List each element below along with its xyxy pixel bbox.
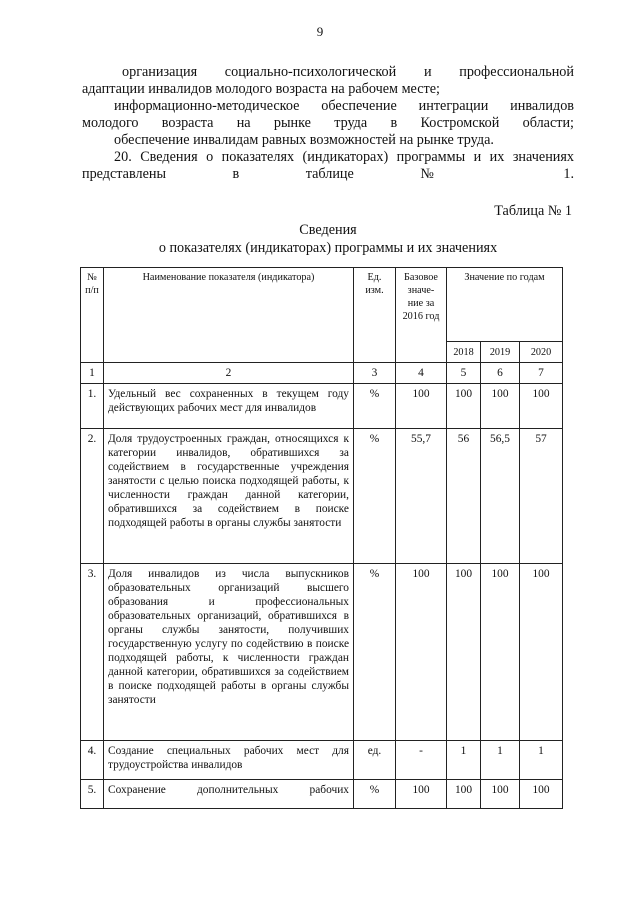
- header-years-group: Значение по годам: [447, 268, 563, 342]
- row-base: 100: [396, 564, 447, 741]
- row-2020: 100: [520, 780, 563, 809]
- column-number-row: [81, 363, 563, 384]
- table-row: [81, 780, 563, 809]
- paragraph-1-line-1: организация социально-психологической и профессиональной: [122, 64, 574, 80]
- col-number: 2: [104, 363, 354, 384]
- col-number: 7: [520, 363, 563, 384]
- row-name: Сохранение дополнительных рабочих: [104, 780, 354, 809]
- row-2019: 56,5: [481, 429, 520, 564]
- row-num: 4.: [81, 741, 104, 780]
- row-unit: %: [354, 564, 396, 741]
- table-row: [81, 429, 563, 564]
- row-unit: %: [354, 780, 396, 809]
- table-header-row: [81, 268, 563, 342]
- row-base: -: [396, 741, 447, 780]
- row-num: 3.: [81, 564, 104, 741]
- row-2020: 57: [520, 429, 563, 564]
- row-num: 1.: [81, 384, 104, 429]
- row-name: Удельный вес сохраненных в текущем году действующих рабочих мест для инвалидов: [104, 384, 354, 429]
- row-2018: 100: [447, 780, 481, 809]
- indicators-table: [80, 267, 563, 809]
- header-year-2019: 2019: [481, 342, 520, 363]
- col-number: 1: [81, 363, 104, 384]
- header-year-2020: 2020: [520, 342, 563, 363]
- row-2020: 100: [520, 564, 563, 741]
- col-number: 5: [447, 363, 481, 384]
- row-base: 55,7: [396, 429, 447, 564]
- row-2019: 100: [481, 384, 520, 429]
- row-2020: 100: [520, 384, 563, 429]
- row-2018: 1: [447, 741, 481, 780]
- table-title-line-1: Сведения: [299, 222, 357, 238]
- row-2020: 1: [520, 741, 563, 780]
- row-2018: 56: [447, 429, 481, 564]
- row-base: 100: [396, 384, 447, 429]
- table-title-line-2: о показателях (индикаторах) программы и их значениях: [158, 240, 498, 256]
- row-num: 5.: [81, 780, 104, 809]
- row-2019: 100: [481, 780, 520, 809]
- row-num: 2.: [81, 429, 104, 564]
- col-number: 4: [396, 363, 447, 384]
- paragraph-2: информационно-методическое обеспечение интеграции инвалидов молодого возраста на рынке труда в Костромской области;: [82, 98, 574, 131]
- header-year-2018: 2018: [447, 342, 481, 363]
- row-2019: 1: [481, 741, 520, 780]
- paragraph-4: 20. Сведения о показателях (индикаторах) программы и их значениях представлены в таблице № 1.: [82, 149, 574, 182]
- row-unit: %: [354, 384, 396, 429]
- row-2018: 100: [447, 384, 481, 429]
- row-unit: ед.: [354, 741, 396, 780]
- row-2018: 100: [447, 564, 481, 741]
- row-name: Доля инвалидов из числа выпускников образовательных организаций высшего образования и профессиональных образовательных организаций, обратившихся в органы службы занятости, получивших государственную услугу по содействию в поиске подходящей работы, к численности граждан данной категории, обратившихся за содействием в поиске подходящей работы в органы службы занятости: [104, 564, 354, 741]
- row-2019: 100: [481, 564, 520, 741]
- header-num: № п/п: [81, 268, 104, 363]
- col-number: 3: [354, 363, 396, 384]
- row-name: Доля трудоустроенных граждан, относящихся к категории инвалидов, обратившихся за содействием в государственные учреждения занятости с целью поиска подходящей работы, к численности граждан данной категории, обратившихся за содействием в поиске подходящей работы в органы службы занятости: [104, 429, 354, 564]
- header-name: Наименование показателя (индикатора): [104, 268, 354, 363]
- row-unit: %: [354, 429, 396, 564]
- header-unit: Ед. изм.: [354, 268, 396, 363]
- page-number: 9: [316, 24, 324, 39]
- paragraph-3: обеспечение инвалидам равных возможностей на рынке труда.: [114, 132, 494, 148]
- paragraph-1-line-2: адаптации инвалидов молодого возраста на рабочем месте;: [82, 81, 440, 97]
- table-row: [81, 741, 563, 780]
- header-base: Базовое значе-ние за 2016 год: [396, 268, 447, 363]
- col-number: 6: [481, 363, 520, 384]
- table-row: [81, 564, 563, 741]
- table-title: [82, 221, 574, 257]
- row-name: Создание специальных рабочих мест для трудоустройства инвалидов: [104, 741, 354, 780]
- table-label: Таблица № 1: [494, 203, 572, 219]
- row-base: 100: [396, 780, 447, 809]
- table-row: [81, 384, 563, 429]
